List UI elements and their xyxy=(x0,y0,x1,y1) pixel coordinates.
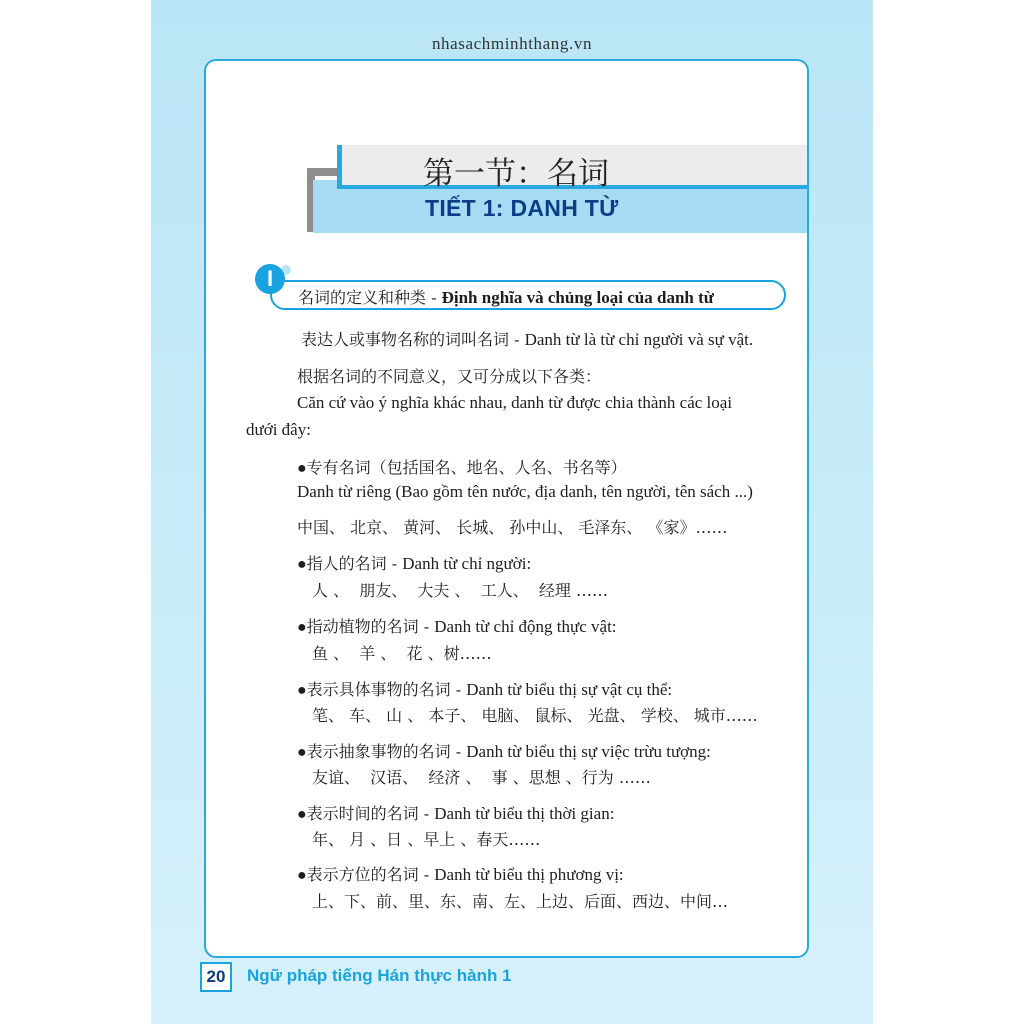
classify-vietnamese-line-1: Căn cứ vào ý nghĩa khác nhau, danh từ được chia thành các loại xyxy=(297,393,733,412)
bullet-icon: ● xyxy=(297,682,307,699)
classify-vietnamese-line-2: dưới đây: xyxy=(246,420,311,439)
chapter-title-vietnamese: TIẾT 1: DANH TỪ xyxy=(425,195,619,221)
bullet-icon: ● xyxy=(297,867,307,884)
category-abstract-examples: 友谊、 汉语、 经济 、 事 、思想 、行为 …… xyxy=(312,768,651,787)
category-people-title xyxy=(297,551,531,574)
category-title-chinese: 专有名词（包括国名、地名、人名、书名等） xyxy=(306,458,627,477)
section-title xyxy=(298,285,714,308)
category-time-examples: 年、 月 、日 、早上 、春天…… xyxy=(312,830,541,849)
page-number: 20 xyxy=(200,962,232,992)
category-animals-plants-examples: 鱼 、 羊 、 花 、树…… xyxy=(312,644,492,663)
category-proper-nouns-title xyxy=(297,455,627,478)
definition-vietnamese: Danh từ là từ chỉ người và sự vật. xyxy=(524,330,754,349)
category-direction-title xyxy=(297,862,624,885)
bullet-icon: ● xyxy=(297,806,307,823)
bullet-icon: ● xyxy=(297,460,307,477)
section-title-vietnamese: Định nghĩa và chủng loại của danh từ xyxy=(441,288,714,307)
bullet-icon: ● xyxy=(297,744,307,761)
category-title-chinese: 指人的名词 - xyxy=(306,554,403,573)
category-title-chinese: 表示时间的名词 - xyxy=(306,804,435,823)
category-title-chinese: 表示方位的名词 - xyxy=(306,865,435,884)
category-title-chinese: 指动植物的名词 - xyxy=(306,617,435,636)
category-title-vietnamese: Danh từ biểu thị sự việc trừu tượng: xyxy=(466,742,711,761)
category-title-vietnamese: Danh từ chỉ động thực vật: xyxy=(434,617,617,636)
section-title-chinese: 名词的定义和种类 - xyxy=(298,288,442,307)
definition-chinese: 表达人或事物名称的词叫名词 - xyxy=(301,330,525,349)
category-concrete-examples: 笔、 车、 山 、 本子、 电脑、 鼠标、 光盘、 学校、 城市…… xyxy=(312,706,758,725)
category-proper-nouns-subtitle: Danh từ riêng (Bao gồm tên nước, địa danh, tên người, tên sách ...) xyxy=(297,482,753,501)
category-title-vietnamese: Danh từ biểu thị thời gian: xyxy=(434,804,615,823)
category-title-vietnamese: Danh từ biểu thị phương vị: xyxy=(434,865,624,884)
section-numeral-badge: I xyxy=(255,264,285,294)
category-title-chinese: 表示抽象事物的名词 - xyxy=(306,742,467,761)
bullet-icon: ● xyxy=(297,619,307,636)
category-direction-examples: 上、下、前、里、东、南、左、上边、后面、西边、中间… xyxy=(312,892,729,911)
bullet-icon: ● xyxy=(297,556,307,573)
category-abstract-title xyxy=(297,739,711,762)
banner-shadow-horizontal xyxy=(307,168,337,176)
category-people-examples: 人 、 朋友、 大夫 、 工人、 经理 …… xyxy=(312,581,608,600)
book-title: Ngữ pháp tiếng Hán thực hành 1 xyxy=(247,966,512,985)
publisher-website: nhasachminhthang.vn xyxy=(431,34,593,53)
category-concrete-title xyxy=(297,677,672,700)
category-proper-nouns-examples: 中国、 北京、 黄河、 长城、 孙中山、 毛泽东、 《家》…… xyxy=(297,518,728,537)
category-time-title xyxy=(297,801,614,824)
category-title-vietnamese: Danh từ biểu thị sự vật cụ thể: xyxy=(466,680,673,699)
definition-line xyxy=(301,327,753,350)
category-title-vietnamese: Danh từ chỉ người: xyxy=(402,554,532,573)
category-animals-plants-title xyxy=(297,614,617,637)
classify-chinese: 根据名词的不同意义，又可分成以下各类： xyxy=(297,367,602,386)
category-title-chinese: 表示具体事物的名词 - xyxy=(306,680,467,699)
chapter-title-chinese: 第一节：名词 xyxy=(423,156,609,192)
